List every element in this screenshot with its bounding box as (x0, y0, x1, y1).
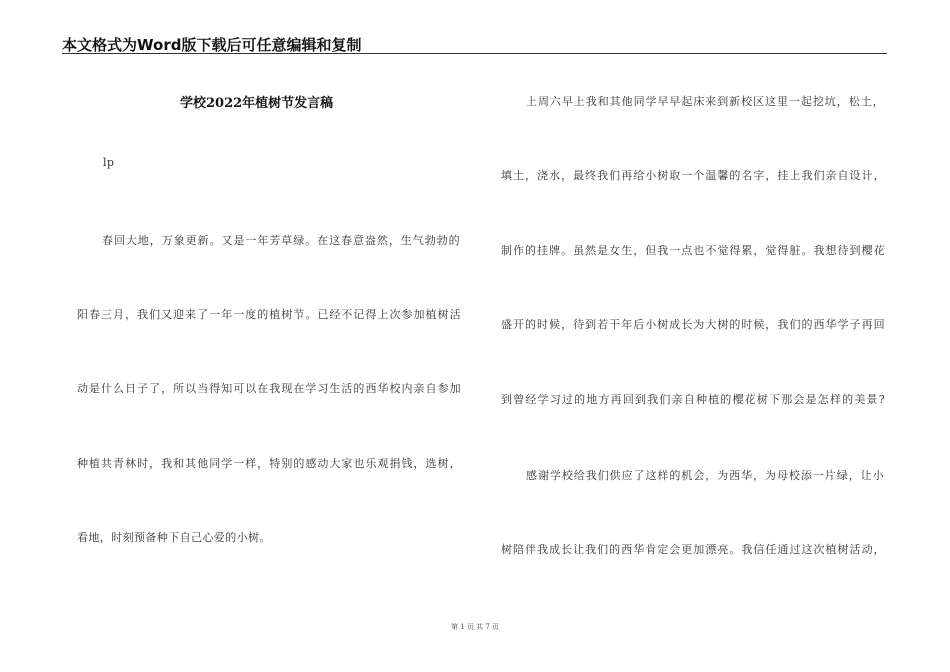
body-line: 看地，时刻预备种下自己心爱的小树。 (77, 531, 271, 544)
body-line: 动是什么日子了，所以当得知可以在我现在学习生活的西华校内亲自参加 (77, 382, 461, 395)
body-line: 上周六早上我和其他同学早早起床来到新校区这里一起挖坑，松土， (526, 95, 884, 108)
body-line: 盛开的时候，待到若干年后小树成长为大树的时候，我们的西华学子再回 (501, 318, 885, 331)
body-line: 感谢学校给我们供应了这样的机会，为西华，为母校添一片绿，让小 (526, 469, 884, 482)
body-line: 春回大地，万象更新。又是一年芳草绿。在这春意盎然，生气勃勃的 (102, 234, 460, 247)
body-line: 种植共青林时，我和其他同学一样，特别的感动大家也乐观捐钱，选树， (77, 457, 461, 470)
body-line: 树陪伴我成长让我们的西华肯定会更加漂亮。我信任通过这次植树活动， (501, 543, 885, 556)
page-number: 第 1 页 共 7 页 (450, 623, 500, 631)
body-line: 制作的挂牌。虽然是女生，但我一点也不觉得累，觉得脏。我想待到樱花 (501, 244, 885, 257)
document-title: 学校2022年植树节发言稿 (180, 96, 334, 111)
page-header: 本文格式为Word版下载后可任意编辑和复制 (62, 36, 362, 54)
body-line: lp (103, 156, 115, 169)
header-divider (62, 53, 887, 54)
body-line: 阳春三月，我们又迎来了一年一度的植树节。已经不记得上次参加植树活 (77, 308, 461, 321)
body-line: 到曾经学习过的地方再回到我们亲自种植的樱花树下那会是怎样的美景? (501, 393, 885, 406)
body-line: 填土，浇水，最终我们再给小树取一个温馨的名字，挂上我们亲自设计， (501, 169, 885, 182)
